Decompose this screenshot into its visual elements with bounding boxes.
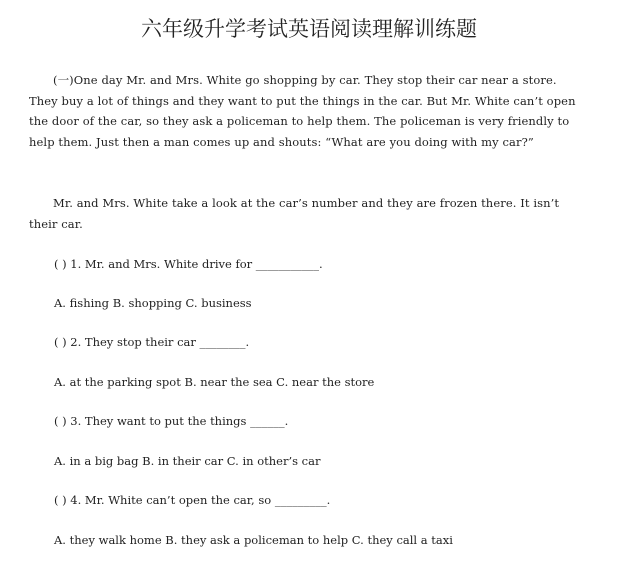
passage-paragraph-2-text: Mr. and Mrs. White take a look at the car’s number and they are frozen there. It isn’t their car.	[29, 196, 560, 231]
question-4: ( ) 4. Mr. White can’t open the car, so _________.	[54, 493, 331, 507]
question-2-options: A. at the parking spot B. near the sea C. near the store	[54, 375, 375, 389]
page-title: 六年级升学考试英语阅读理解训练题	[141, 17, 477, 41]
question-3-options: A. in a big bag B. in their car C. in other’s car	[54, 454, 321, 468]
question-2: ( ) 2. They stop their car ________.	[54, 335, 250, 349]
question-4-options: A. they walk home B. they ask a policeman to help C. they call a taxi	[54, 533, 453, 547]
passage-paragraph-1	[29, 70, 589, 152]
passage-paragraph-1-text: (一)One day Mr. and Mrs. White go shopping by car. They stop their car near a store. They buy a lot of things and they want to put the things in the car. But Mr. White can’t open the door of the car, so they ask a policeman to help them. The policeman is very friendly to help them. Just then a man comes up and shouts: “What are you doing with my car?”	[29, 73, 576, 149]
question-1-options: A. fishing B. shopping C. business	[54, 296, 252, 310]
passage-paragraph-2	[29, 193, 589, 234]
question-1: ( ) 1. Mr. and Mrs. White drive for ___________.	[54, 257, 323, 271]
question-3: ( ) 3. They want to put the things ______.	[54, 414, 289, 428]
